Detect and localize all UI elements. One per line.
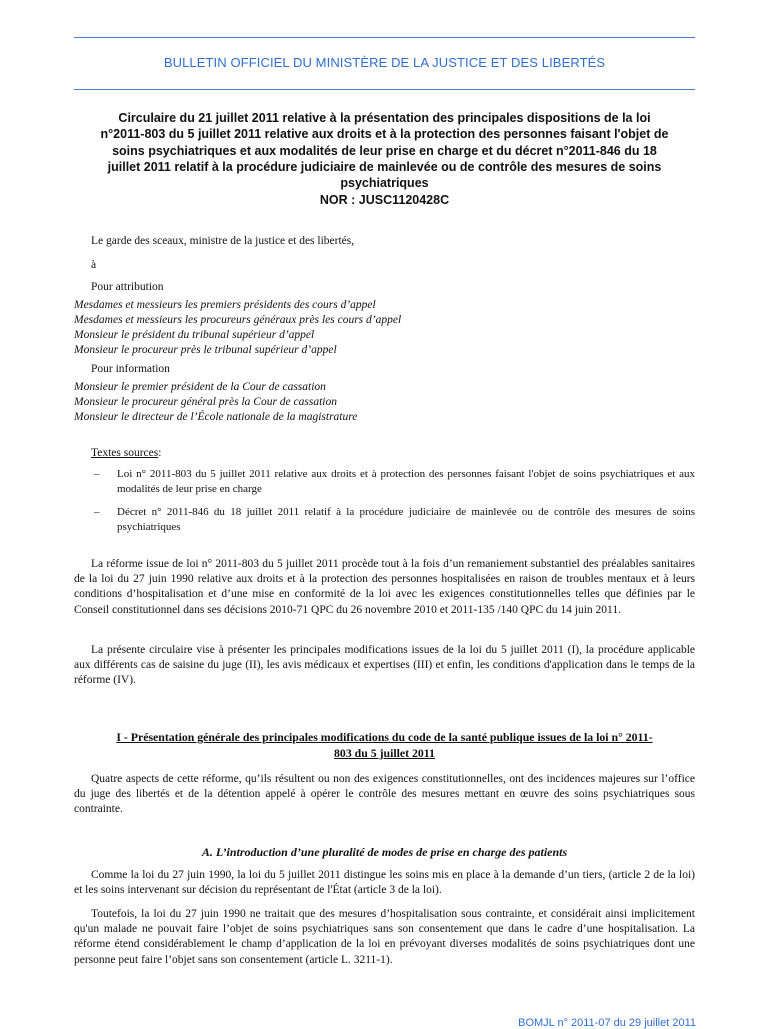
title-line: psychiatriques [340, 176, 429, 191]
document-title [74, 110, 695, 191]
title-line: n°2011-803 du 5 juillet 2011 relative aux droits et à la protection des personnes faisant l'objet de [100, 127, 669, 142]
header-rule [74, 89, 695, 90]
paragraph: Comme la loi du 27 juin 1990, la loi du 5 juillet 2011 distingue les soins mis en place à la demande d’un tiers, (article 2 de la loi) et les soins intervenant sur décision du représentant de l'État (article 3 de la loi). [74, 869, 695, 897]
recipient-prefix: à [91, 259, 97, 271]
title-line: Circulaire du 21 juillet 2011 relative à la présentation des principales dispositions de la loi [118, 111, 651, 125]
source-text: Loi n° 2011-803 du 5 juillet 2011 relative aux droits et à protection des personnes faisant l'objet de soins psychiatriques et aux modalités de leur prise en charge [117, 468, 695, 495]
attribution-recipient: Monsieur le procureur près le tribunal supérieur d’appel [74, 344, 337, 356]
information-recipient: Monsieur le procureur général près la Cour de cassation [74, 396, 337, 408]
dash-bullet: – [94, 468, 100, 480]
section-heading-line: I - Présentation générale des principales modifications du code de la santé publique issues de la loi n° 2011- [116, 730, 653, 744]
information-label: Pour information [91, 363, 170, 375]
paragraph: La présente circulaire vise à présenter les principales modifications issues de la loi du 5 juillet 2011 (I), la procédure applicable aux différents cas de saisine du juge (II), les avis médicaux et expertises (III) et enfin, les conditions d'application dans le temps de la réforme (IV). [74, 644, 695, 687]
paragraph: Toutefois, la loi du 27 juin 1990 ne traitait que des mesures d’hospitalisation sous contrainte, et considérait ainsi implicitement qu'un malade ne pouvait faire l’objet de soins psychiatriques sans son consentement que dans le cadre d’une hospitalisation. La réforme étend considérablement le champ d’application de la loi en prévoyant diverses modalités de soins psychiatriques dont une personne peut faire l’objet sans son consentement (article L. 3211-1). [74, 908, 695, 966]
attribution-recipient: Monsieur le président du tribunal supérieur d’appel [74, 329, 315, 341]
sources-heading [91, 446, 161, 460]
subsection-heading: A. L’introduction d’une pluralité de modes de prise en charge des patients [201, 845, 568, 859]
sender: Le garde des sceaux, ministre de la justice et des libertés, [91, 235, 355, 247]
paragraph: La réforme issue de loi n° 2011-803 du 5 juillet 2011 procède tout à la fois d’un remaniement substantiel des préalables sanitaires de la loi du 27 juin 1990 relative aux droits et à la protection des personnes hospitalisées en raison de troubles mentaux et à leurs conditions d’hospitalisation et d’une mise en conformité de la loi avec les exigences constitutionnelles telles que définies par le Conseil constitutionnel dans ses décisions 2010-71 QPC du 26 novembre 2010 et 2011-135 /140 QPC du 14 juin 2011. [74, 558, 695, 616]
source-text: Décret n° 2011-846 du 18 juillet 2011 relatif à la procédure judiciaire de mainlevée ou de contrôle des mesures de soins psychiatriques [117, 506, 695, 533]
title-line: juillet 2011 relatif à la procédure judiciaire de mainlevée ou de contrôle des mesures de soins [107, 159, 662, 174]
section-heading [74, 729, 695, 761]
paragraph: Quatre aspects de cette réforme, qu’ils résultent ou non des exigences constitutionnelles, ont des incidences majeures sur l’office du juge des libertés et de la détention appelé à opérer le contrôle des mesures mettant en œuvre des soins psychiatriques sous contrainte. [74, 773, 695, 816]
source-item [94, 505, 695, 534]
nor-reference: NOR : JUSC1120428C [319, 193, 450, 207]
dash-bullet: – [94, 506, 100, 518]
section-heading-line: 803 du 5 juillet 2011 [334, 746, 435, 760]
source-item [94, 467, 695, 496]
sources-colon: : [158, 447, 162, 459]
sources-label: Textes sources [91, 447, 159, 459]
attribution-recipient: Mesdames et messieurs les procureurs généraux près les cours d’appel [74, 314, 402, 326]
title-line: soins psychiatriques et aux modalités de leur prise en charge et du décret n°2011-846 du 18 [112, 143, 657, 158]
information-recipient: Monsieur le directeur de l’École nationale de la magistrature [74, 411, 358, 423]
information-recipient: Monsieur le premier président de la Cour de cassation [74, 381, 326, 393]
bulletin-header: BULLETIN OFFICIEL DU MINISTÈRE DE LA JUSTICE ET DES LIBERTÉS [163, 55, 606, 70]
page-footer: BOMJL n° 2011-07 du 29 juillet 2011 [518, 1017, 696, 1029]
top-rule [74, 37, 695, 38]
attribution-label: Pour attribution [91, 281, 164, 293]
attribution-recipient: Mesdames et messieurs les premiers présidents des cours d’appel [74, 299, 376, 311]
